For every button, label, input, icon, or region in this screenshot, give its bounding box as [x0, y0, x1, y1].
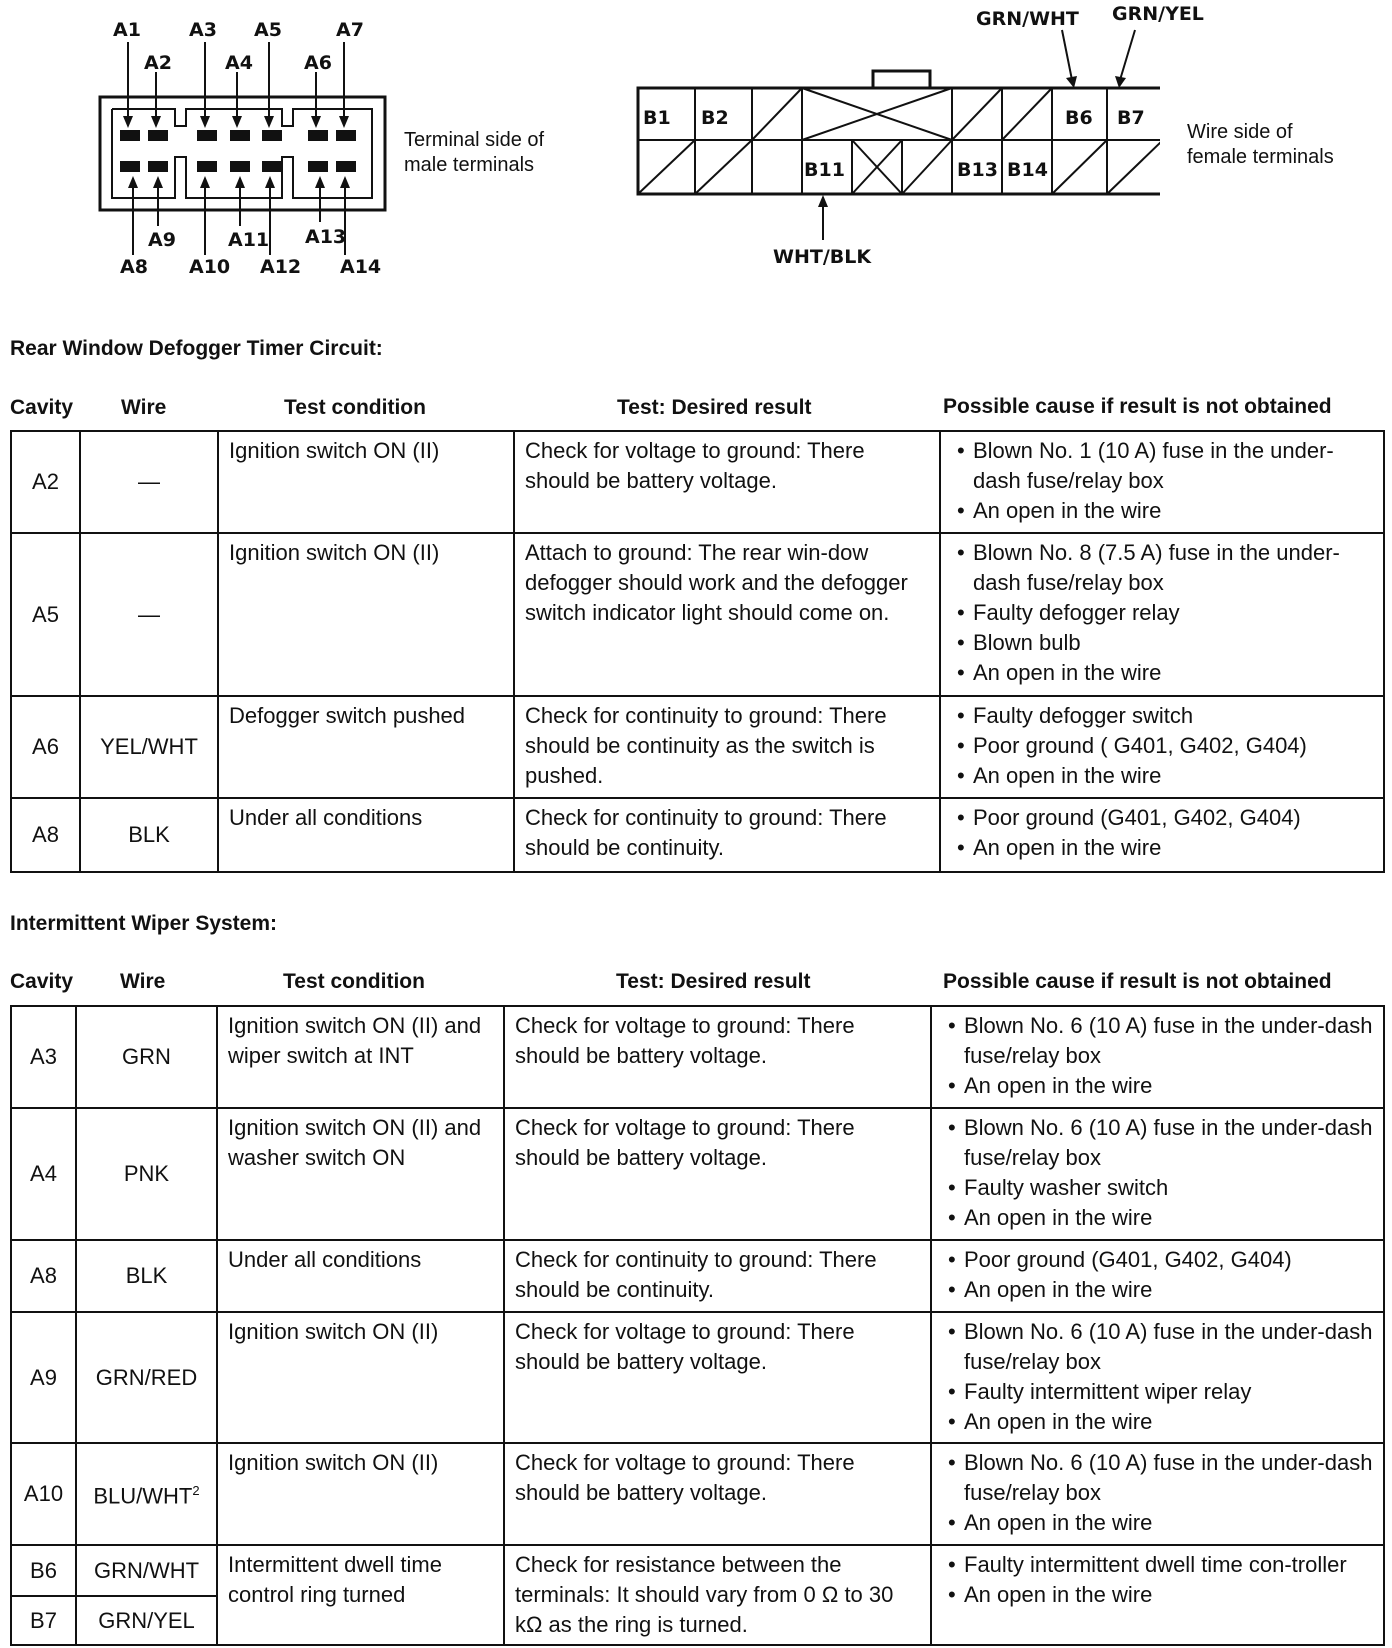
wire-cell: — — [80, 533, 218, 696]
cause-cell — [931, 1240, 1384, 1312]
cause-item: • Blown No. 6 (10 A) fuse in the under-dash fuse/relay box — [942, 1448, 1373, 1508]
header-cavity: Cavity — [10, 396, 74, 419]
pin-label-a9: A9 — [148, 229, 176, 251]
header-cavity: Cavity — [10, 970, 74, 993]
table-row — [11, 533, 1384, 696]
pin-label-a8: A8 — [120, 256, 148, 278]
wire-cell: GRN/YEL — [76, 1596, 217, 1645]
pin-label-a10: A10 — [189, 256, 231, 278]
cause-item: • Poor ground (G401, G402, G404) — [951, 803, 1373, 833]
cause-item: • Faulty defogger relay — [951, 598, 1373, 628]
condition-cell: Ignition switch ON (II) — [218, 533, 514, 696]
cause-item: • An open in the wire — [942, 1275, 1373, 1305]
cell-label-b1: B1 — [643, 107, 671, 129]
condition-cell: Ignition switch ON (II) — [218, 431, 514, 533]
cause-cell — [931, 1312, 1384, 1443]
cause-item: • An open in the wire — [942, 1580, 1373, 1610]
header-wire: Wire — [120, 970, 166, 993]
cause-item: • Blown No. 8 (7.5 A) fuse in the under-dash fuse/relay box — [951, 538, 1373, 598]
result-cell: Check for continuity to ground: There should be continuity. — [514, 798, 940, 872]
cavity-cell: A10 — [11, 1443, 76, 1545]
cause-cell — [940, 431, 1384, 533]
wire-label-b6: GRN/WHT — [976, 8, 1079, 30]
result-cell: Check for continuity to ground: There should be continuity. — [504, 1240, 931, 1312]
wire-cell: BLK — [76, 1240, 217, 1312]
cavity-cell: A8 — [11, 798, 80, 872]
cavity-cell: A2 — [11, 431, 80, 533]
pin-label-a3: A3 — [189, 19, 217, 41]
wiper-section-title: Intermittent Wiper System: — [10, 912, 278, 935]
table-row — [11, 1006, 1384, 1108]
connector-b-caption: Wire side of female terminals — [1187, 121, 1334, 168]
table-row — [11, 1545, 1384, 1596]
header-result: Test: Desired result — [617, 396, 812, 419]
pin-label-a1: A1 — [113, 19, 141, 41]
pin-label-a13: A13 — [305, 226, 347, 248]
header-result: Test: Desired result — [616, 970, 811, 993]
table-row — [11, 1240, 1384, 1312]
result-cell: Check for resistance between the terminals: It should vary from 0 Ω to 30 kΩ as the ring is turned. — [504, 1545, 931, 1645]
condition-cell: Under all conditions — [218, 798, 514, 872]
cause-item: • An open in the wire — [942, 1407, 1373, 1437]
wire-cell: PNK — [76, 1108, 217, 1240]
cavity-cell: A5 — [11, 533, 80, 696]
condition-cell: Ignition switch ON (II) and wiper switch at INT — [217, 1006, 504, 1108]
cause-item: • Blown No. 1 (10 A) fuse in the under-dash fuse/relay box — [951, 436, 1373, 496]
cause-item: • Faulty intermittent wiper relay — [942, 1377, 1373, 1407]
header-cause: Possible cause if result is not obtained — [943, 970, 1332, 993]
header-condition: Test condition — [284, 396, 426, 419]
cause-cell — [940, 696, 1384, 798]
pin-label-a5: A5 — [254, 19, 282, 41]
cause-item: • Blown No. 6 (10 A) fuse in the under-dash fuse/relay box — [942, 1011, 1373, 1071]
cell-label-b7: B7 — [1117, 107, 1145, 129]
wire-cell: GRN — [76, 1006, 217, 1108]
condition-cell: Intermittent dwell time control ring turned — [217, 1545, 504, 1645]
connector-a-caption: Terminal side of male terminals — [404, 129, 545, 176]
defogger-table — [10, 430, 1385, 873]
cell-label-b13: B13 — [957, 159, 998, 181]
cavity-cell: A4 — [11, 1108, 76, 1240]
condition-cell: Ignition switch ON (II) and washer switch ON — [217, 1108, 504, 1240]
result-cell: Check for voltage to ground: There should be battery voltage. — [504, 1108, 931, 1240]
cause-item: • Blown No. 6 (10 A) fuse in the under-dash fuse/relay box — [942, 1113, 1373, 1173]
wire-cell: GRN/WHT — [76, 1545, 217, 1596]
connector-b-drawing — [600, 0, 1160, 280]
wire-label-b7: GRN/YEL — [1112, 3, 1204, 25]
cavity-cell: B7 — [11, 1596, 76, 1645]
result-cell: Check for voltage to ground: There should be battery voltage. — [504, 1006, 931, 1108]
pin-label-a4: A4 — [225, 52, 253, 74]
wiper-table — [10, 1005, 1385, 1646]
result-cell: Attach to ground: The rear win-dow defogger should work and the defogger switch indicator light should come on. — [514, 533, 940, 696]
pin-label-a6: A6 — [304, 52, 332, 74]
footnote-marker: 2 — [192, 1483, 200, 1499]
table-row — [11, 1312, 1384, 1443]
condition-cell: Ignition switch ON (II) — [217, 1312, 504, 1443]
cause-item: • Faulty intermittent dwell time con-troller — [942, 1550, 1373, 1580]
defogger-section-title: Rear Window Defogger Timer Circuit: — [10, 337, 383, 360]
pin-label-a12: A12 — [260, 256, 302, 278]
result-cell: Check for voltage to ground: There should be battery voltage. — [514, 431, 940, 533]
cause-cell — [931, 1443, 1384, 1545]
cavity-cell: B6 — [11, 1545, 76, 1596]
cell-label-b2: B2 — [701, 107, 729, 129]
wire-label-b11: WHT/BLK — [773, 246, 872, 268]
cause-item: • An open in the wire — [942, 1508, 1373, 1538]
result-cell: Check for continuity to ground: There should be continuity as the switch is pushed. — [514, 696, 940, 798]
header-cause: Possible cause if result is not obtained — [943, 395, 1332, 418]
wire-cell: — — [80, 431, 218, 533]
cavity-cell: A8 — [11, 1240, 76, 1312]
cause-cell — [931, 1545, 1384, 1645]
cause-cell — [931, 1108, 1384, 1240]
result-cell: Check for voltage to ground: There should be battery voltage. — [504, 1312, 931, 1443]
cavity-cell: A9 — [11, 1312, 76, 1443]
condition-cell: Defogger switch pushed — [218, 696, 514, 798]
cavity-cell: A6 — [11, 696, 80, 798]
cell-label-b14: B14 — [1007, 159, 1048, 181]
wire-cell: BLK — [80, 798, 218, 872]
cause-item: • An open in the wire — [942, 1203, 1373, 1233]
cavity-cell: A3 — [11, 1006, 76, 1108]
cause-item: • An open in the wire — [951, 761, 1373, 791]
cause-item: • Faulty washer switch — [942, 1173, 1373, 1203]
pin-label-a7: A7 — [336, 19, 364, 41]
table-row — [11, 696, 1384, 798]
cause-item: • An open in the wire — [951, 658, 1373, 688]
cause-item: • Faulty defogger switch — [951, 701, 1373, 731]
cause-item: • An open in the wire — [951, 833, 1373, 863]
cause-cell — [940, 798, 1384, 872]
cause-item: • Blown No. 6 (10 A) fuse in the under-dash fuse/relay box — [942, 1317, 1373, 1377]
cause-item: • An open in the wire — [951, 496, 1373, 526]
wire-name: BLU/WHT — [93, 1483, 193, 1509]
wire-cell: YEL/WHT — [80, 696, 218, 798]
header-wire: Wire — [121, 396, 167, 419]
cause-item: • An open in the wire — [942, 1071, 1373, 1101]
wire-cell: GRN/RED — [76, 1312, 217, 1443]
pin-label-a14: A14 — [340, 256, 382, 278]
result-cell: Check for voltage to ground: There should be battery voltage. — [504, 1443, 931, 1545]
cause-cell — [940, 533, 1384, 696]
table-row — [11, 1443, 1384, 1545]
cause-item: • Poor ground (G401, G402, G404) — [942, 1245, 1373, 1275]
condition-cell: Ignition switch ON (II) — [217, 1443, 504, 1545]
condition-cell: Under all conditions — [217, 1240, 504, 1312]
cell-label-b6: B6 — [1065, 107, 1093, 129]
pin-label-a2: A2 — [144, 52, 172, 74]
table-row — [11, 431, 1384, 533]
cause-item: • Blown bulb — [951, 628, 1373, 658]
table-row — [11, 1108, 1384, 1240]
header-condition: Test condition — [283, 970, 425, 993]
cause-cell — [931, 1006, 1384, 1108]
pin-label-a11: A11 — [228, 229, 270, 251]
table-row — [11, 798, 1384, 872]
wire-cell — [76, 1443, 217, 1545]
cell-label-b11: B11 — [804, 159, 845, 181]
cause-item: • Poor ground ( G401, G402, G404) — [951, 731, 1373, 761]
